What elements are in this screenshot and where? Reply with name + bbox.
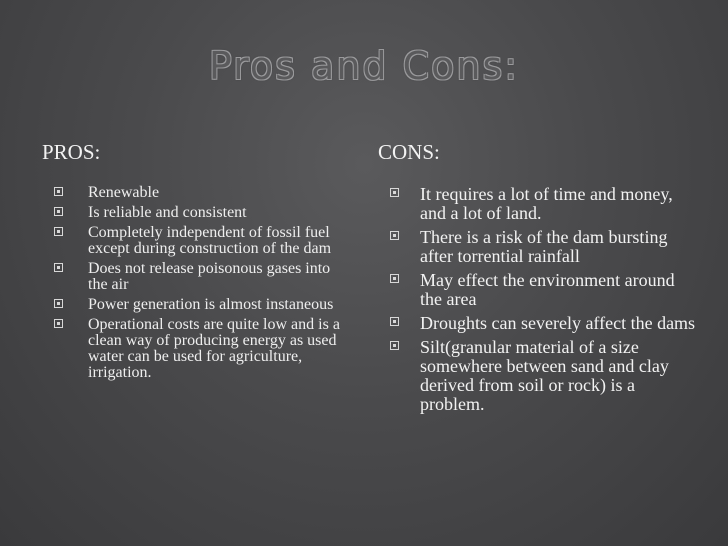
cons-list [378, 185, 698, 414]
square-bullet-icon [54, 263, 63, 272]
list-item [42, 185, 342, 201]
list-item [378, 271, 698, 309]
pros-item-text: Power generation is almost instaneous [88, 296, 334, 313]
square-bullet-icon [390, 274, 399, 283]
list-item [378, 185, 698, 223]
square-bullet-icon [390, 231, 399, 240]
square-bullet-icon [54, 187, 63, 196]
list-item [378, 314, 698, 333]
cons-item-text: Droughts can severely affect the dams [420, 313, 696, 333]
square-bullet-icon [390, 188, 399, 197]
list-item [42, 261, 342, 293]
pros-column [42, 140, 342, 385]
slide-title: Pros and Cons: [208, 44, 520, 88]
pros-item-text: Operational costs are quite low and is a clean way of producing energy as used water can be used for agriculture, irrigation. [88, 316, 340, 381]
pros-item-text: Completely independent of fossil fuel except during construction of the dam [88, 224, 332, 257]
pros-heading: PROS: [42, 140, 101, 164]
square-bullet-icon [54, 299, 63, 308]
square-bullet-icon [54, 207, 63, 216]
cons-item-text: May effect the environment around the area [420, 270, 675, 309]
list-item [42, 317, 342, 381]
cons-item-text: There is a risk of the dam bursting after torrential rainfall [420, 227, 668, 266]
pros-item-text: Does not release poisonous gases into the air [88, 260, 331, 293]
pros-item-text: Is reliable and consistent [88, 204, 247, 221]
cons-item-text: It requires a lot of time and money, and a lot of land. [420, 184, 673, 223]
list-item [42, 297, 342, 313]
list-item [42, 225, 342, 257]
square-bullet-icon [54, 319, 63, 328]
square-bullet-icon [390, 317, 399, 326]
list-item [378, 338, 698, 414]
cons-column [378, 140, 698, 419]
list-item [42, 205, 342, 221]
square-bullet-icon [54, 227, 63, 236]
square-bullet-icon [390, 341, 399, 350]
cons-heading: CONS: [378, 140, 440, 164]
pros-item-text: Renewable [88, 184, 160, 201]
pros-list [42, 185, 342, 381]
cons-item-text: Silt(granular material of a size somewhere between sand and clay derived from soil or rock) is a problem. [420, 337, 669, 414]
list-item [378, 228, 698, 266]
